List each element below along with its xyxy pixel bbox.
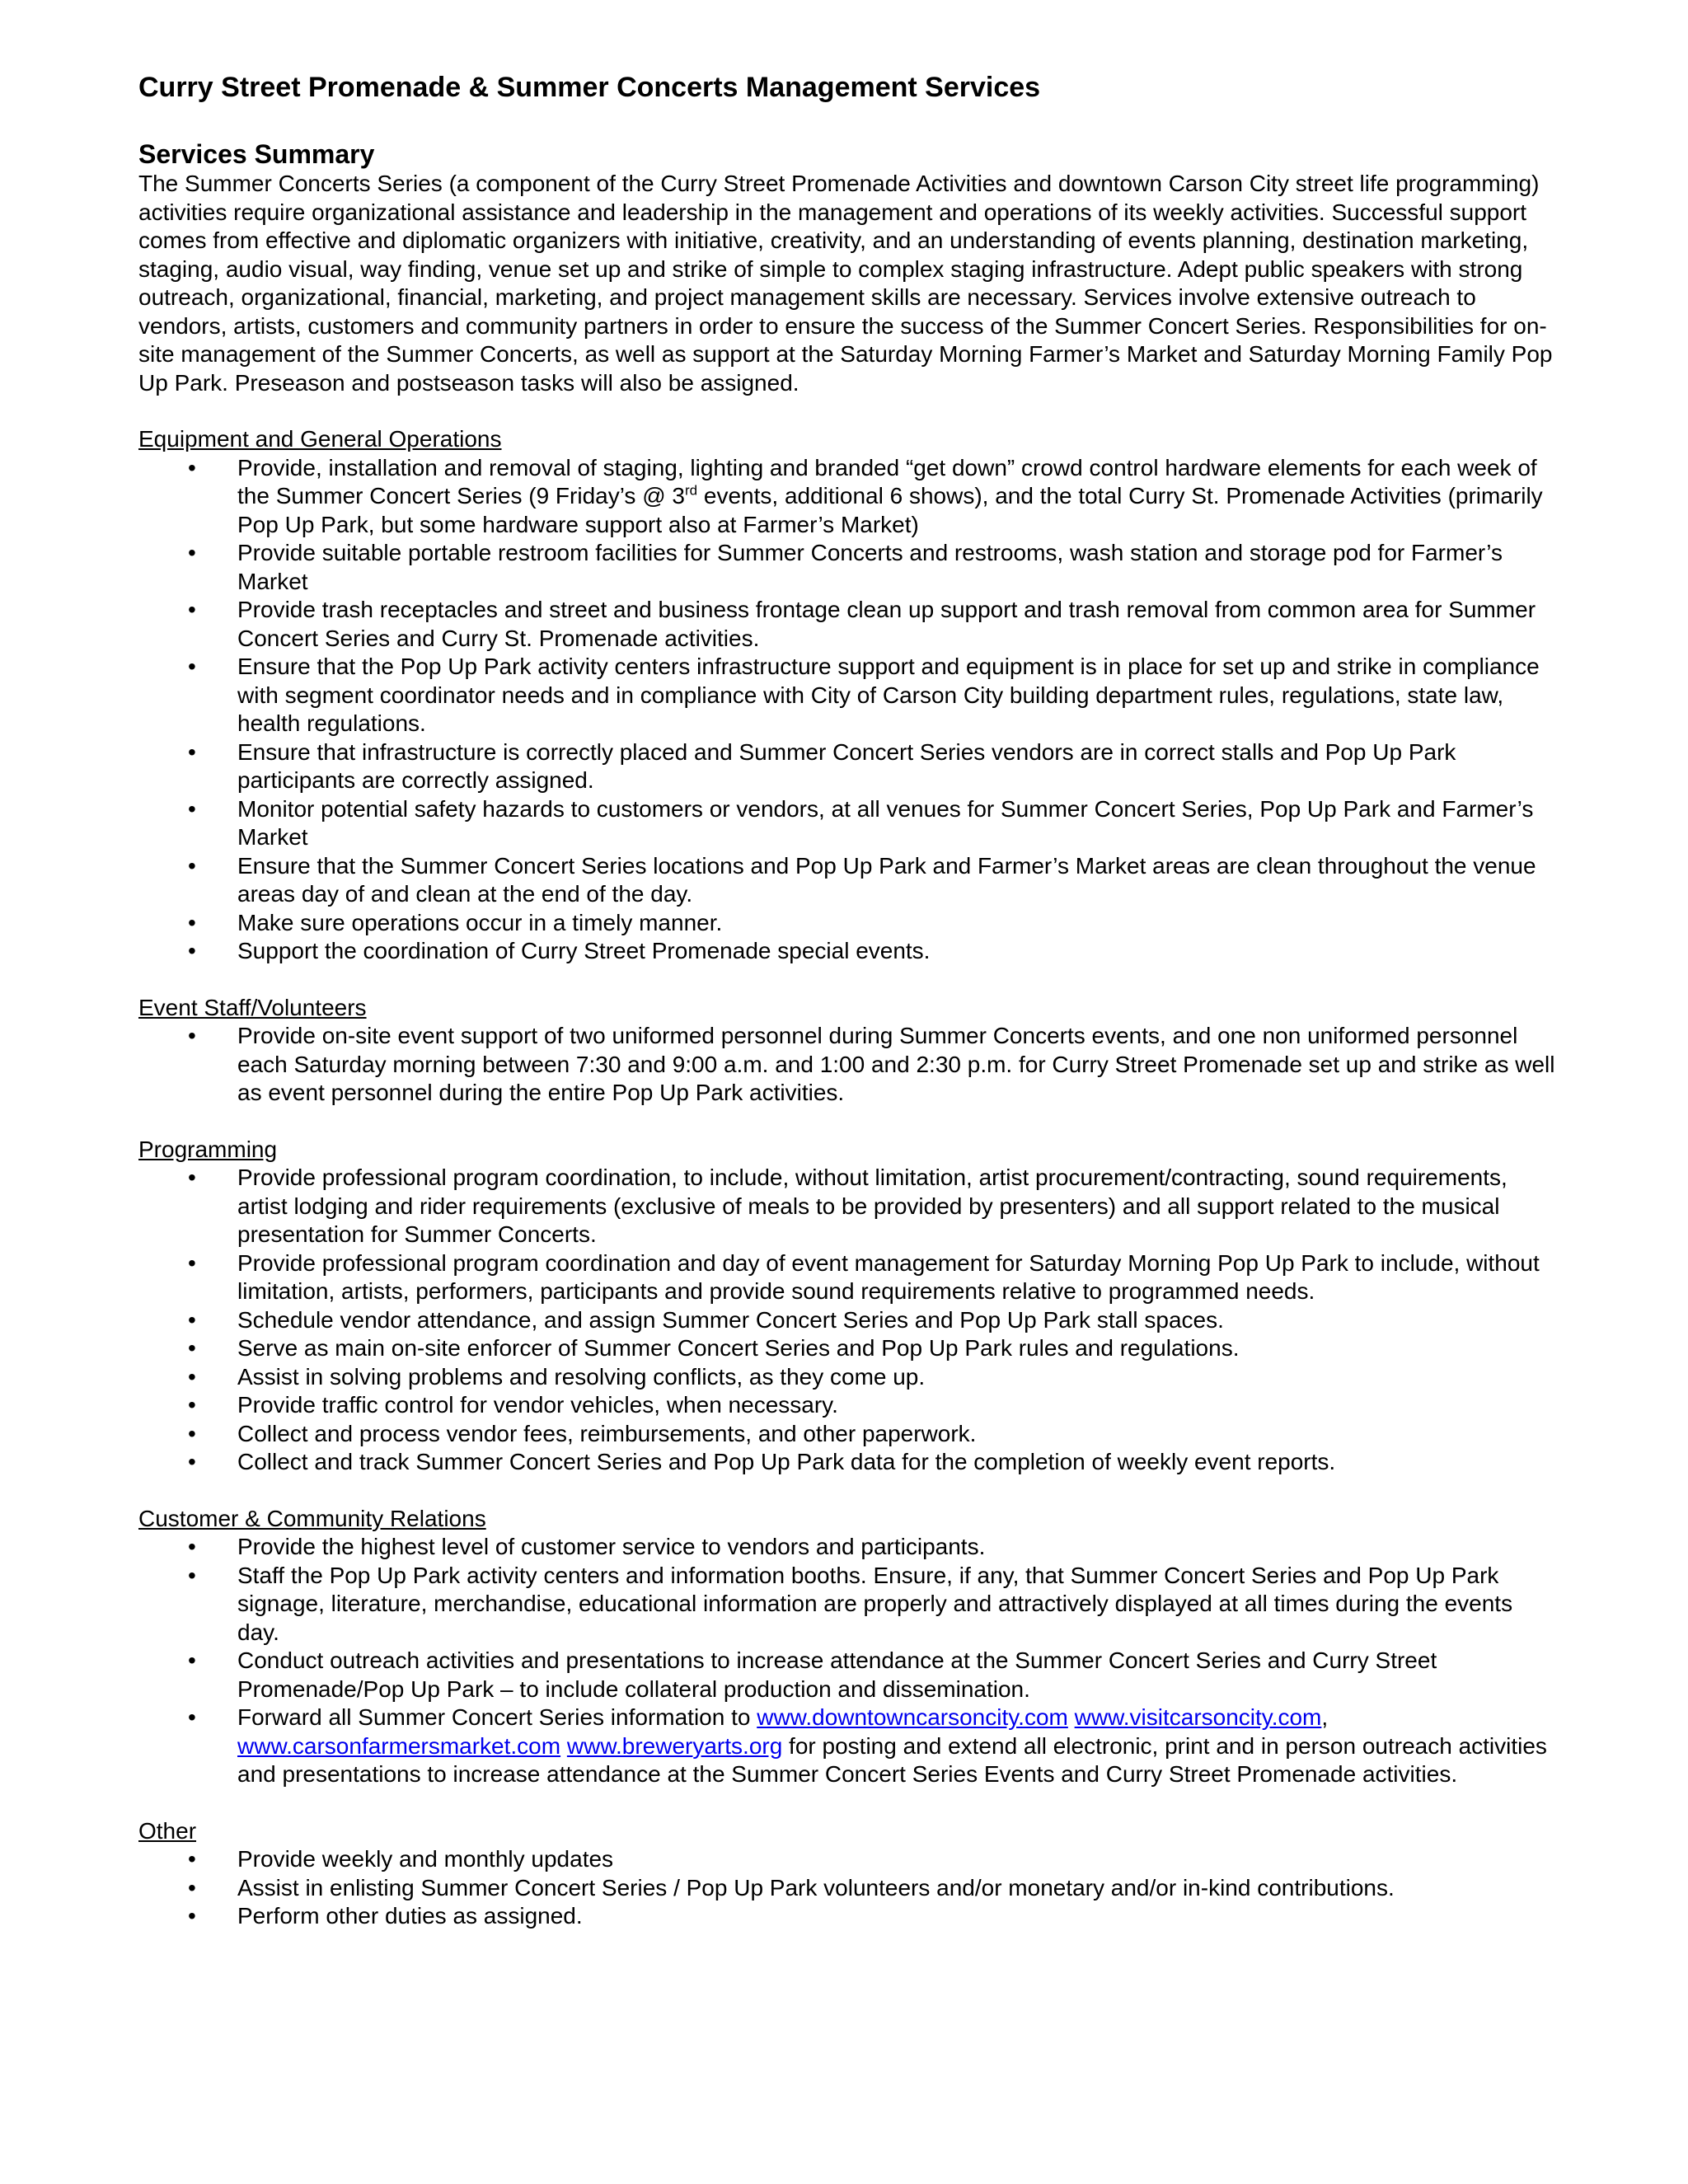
other-heading: Other: [138, 1817, 197, 1844]
item-text: Ensure that infrastructure is correctly placed and Summer Concert Series vendors are in correct stalls and Pop Up Park participants are correctly assigned.: [237, 738, 1456, 793]
programming-heading: Programming: [138, 1136, 278, 1162]
list-item: [138, 1902, 1556, 1931]
list-item: [138, 1363, 1556, 1392]
bullet-icon: •: [188, 1363, 196, 1390]
bullet-icon: •: [188, 909, 196, 935]
list-item: [138, 795, 1556, 852]
list-item: [138, 937, 1556, 966]
item-text: Provide professional program coordination and day of event management for Saturday Morning Pop Up Park to include, without limitation, artists, performers, participants and provide sound requirements relative to programmed needs.: [237, 1249, 1540, 1304]
section-programming: [138, 1136, 1556, 1477]
list-item: [138, 1391, 1556, 1420]
list-item: [138, 738, 1556, 795]
item-text: Monitor potential safety hazards to customers or vendors, at all venues for Summer Concert Series, Pop Up Park and Farmer’s Market: [237, 795, 1534, 850]
customer-heading: Customer & Community Relations: [138, 1505, 486, 1531]
bullet-icon: •: [188, 1903, 196, 1929]
item-text: Conduct outreach activities and presentations to increase attendance at the Summer Concert Series and Curry Street Promenade/Pop Up Park – to include collateral production and dissemination.: [237, 1647, 1437, 1702]
other-list: [138, 1845, 1556, 1931]
item-text: Staff the Pop Up Park activity centers and information booths. Ensure, if any, that Summer Concert Series and Pop Up Park signage, literature, merchandise, educational information are properly and attractively displayed at all times during the events day.: [237, 1562, 1513, 1645]
bullet-icon: •: [188, 1249, 196, 1276]
item-text: Provide on-site event support of two uniformed personnel during Summer Concerts events, and one non uniformed personnel each Saturday morning between 7:30 and 9:00 a.m. and 1:00 and 2:30 p.m. for Curry Street Promenade set up and strike as well as event personnel during the entire Pop Up Park activities.: [237, 1023, 1555, 1105]
item-text: Schedule vendor attendance, and assign Summer Concert Series and Pop Up Park stall spaces.: [237, 1306, 1224, 1333]
list-item: [138, 1533, 1556, 1562]
bullet-icon: •: [188, 738, 196, 765]
section-customer: [138, 1505, 1556, 1789]
list-item: [138, 1874, 1556, 1903]
item-text: Provide weekly and monthly updates: [237, 1846, 614, 1872]
bullet-icon: •: [188, 1647, 196, 1673]
item-text: Provide, installation and removal of staging, lighting and branded “get down” crowd control hardware elements for each week of the Summer Concert Series (9 Friday’s @ 3: [237, 454, 1537, 509]
list-item: [138, 1704, 1556, 1789]
item-text: Forward all Summer Concert Series information to: [237, 1704, 757, 1730]
item-text: Make sure operations occur in a timely manner.: [237, 909, 723, 935]
item-text: for posting and extend all electronic, print and in person outreach activities and presentations to increase attendance at the Summer Concert Series Events and Curry Street Promenade activities.: [237, 1732, 1547, 1787]
link-breweryarts[interactable]: www.breweryarts.org: [566, 1732, 783, 1759]
bullet-icon: •: [188, 1449, 196, 1474]
item-text: Assist in solving problems and resolving conflicts, as they come up.: [237, 1363, 926, 1390]
item-text: Ensure that the Summer Concert Series locations and Pop Up Park and Farmer’s Market areas are clean throughout the venue areas day of and clean at the end of the day.: [237, 852, 1536, 907]
equipment-heading: Equipment and General Operations: [138, 426, 502, 452]
page-title: Curry Street Promenade & Summer Concerts Management Services: [138, 72, 1041, 103]
bullet-icon: •: [188, 1874, 196, 1900]
bullet-icon: •: [188, 1023, 196, 1048]
item-text: Support the coordination of Curry Street Promenade special events.: [237, 938, 931, 963]
list-item: [138, 539, 1556, 596]
bullet-icon: •: [188, 1420, 196, 1446]
bullet-icon: •: [188, 1534, 196, 1559]
bullet-icon: •: [188, 1165, 196, 1190]
summary-text: The Summer Concerts Series (a component of the Curry Street Promenade Activities and downtown Carson City street life programming) activities require organizational assistance and leadership in the management and operations of its weekly activities. Successful support comes from effective and diplomatic organizers with initiative, creativity, and an understanding of events planning, destination marketing, staging, audio visual, way finding, venue set up and strike of simple to complex staging infrastructure. Adept public speakers with strong outreach, organizational, financial, marketing, and project management skills are necessary. Services involve extensive outreach to vendors, artists, customers and community partners in order to ensure the success of the Summer Concert Series. Responsibilities for on-site management of the Summer Concerts, as well as support at the Saturday Morning Farmer’s Market and Saturday Morning Family Pop Up Park. Preseason and postseason tasks will also be assigned.: [138, 171, 1553, 396]
section-equipment: [138, 425, 1556, 966]
list-item: [138, 1448, 1556, 1477]
list-item: [138, 1164, 1556, 1249]
equipment-list: [138, 454, 1556, 966]
item-text: Collect and track Summer Concert Series and Pop Up Park data for the completion of weekly event reports.: [237, 1449, 1336, 1474]
item-text: events, additional 6 shows), and the total Curry St. Promenade Activities (primarily Pop Up Park, but some hardware support also at Farmer’s Market): [237, 483, 1543, 537]
customer-list: [138, 1533, 1556, 1789]
list-item: [138, 1647, 1556, 1704]
item-text: Provide trash receptacles and street and business frontage clean up support and trash removal from common area for Summer Concert Series and Curry St. Promenade activities.: [237, 597, 1536, 651]
link-downtowncarsoncity[interactable]: www.downtowncarsoncity.com: [757, 1704, 1068, 1730]
list-item: [138, 909, 1556, 938]
item-text: Provide the highest level of customer service to vendors and participants.: [237, 1534, 986, 1559]
list-item: [138, 1022, 1556, 1108]
item-text: Provide professional program coordination, to include, without limitation, artist procurement/contracting, sound requirements, artist lodging and rider requirements (exclusive of meals to be provided by presenters) and all support related to the musical presentation for Summer Concerts.: [237, 1165, 1507, 1247]
list-item: [138, 1420, 1556, 1449]
superscript: rd: [684, 482, 698, 499]
list-item: [138, 852, 1556, 909]
list-item: [138, 1845, 1556, 1874]
bullet-icon: •: [188, 654, 196, 679]
bullet-icon: •: [188, 1335, 196, 1361]
bullet-icon: •: [188, 1562, 196, 1588]
item-text: Ensure that the Pop Up Park activity centers infrastructure support and equipment is in place for set up and strike in compliance with segment coordinator needs and in compliance with City of Carson City building department rules, regulations, state law, health regulations.: [237, 654, 1540, 736]
bullet-icon: •: [188, 1846, 196, 1872]
comma-text: ,: [1321, 1704, 1329, 1730]
list-item: [138, 1249, 1556, 1306]
list-item: [138, 1562, 1556, 1647]
programming-list: [138, 1164, 1556, 1477]
link-carsonfarmersmarket[interactable]: www.carsonfarmersmarket.com: [237, 1732, 561, 1759]
bullet-icon: •: [188, 597, 196, 622]
staff-heading: Event Staff/Volunteers: [138, 994, 367, 1020]
list-item: [138, 596, 1556, 653]
bullet-icon: •: [188, 1704, 196, 1730]
bullet-icon: •: [188, 938, 196, 963]
bullet-icon: •: [188, 795, 196, 822]
item-text: Collect and process vendor fees, reimbursements, and other paperwork.: [237, 1420, 977, 1446]
item-text: Serve as main on-site enforcer of Summer Concert Series and Pop Up Park rules and regulations.: [237, 1335, 1240, 1361]
bullet-icon: •: [188, 1392, 196, 1418]
list-item: [138, 653, 1556, 738]
list-item: [138, 1334, 1556, 1363]
bullet-icon: •: [188, 540, 196, 565]
bullet-icon: •: [188, 852, 196, 879]
link-visitcarsoncity[interactable]: www.visitcarsoncity.com: [1074, 1704, 1322, 1730]
section-other: [138, 1817, 1556, 1931]
item-text: Perform other duties as assigned.: [237, 1903, 583, 1929]
bullet-icon: •: [188, 454, 196, 480]
item-text: Assist in enlisting Summer Concert Series / Pop Up Park volunteers and/or monetary and/or in-kind contributions.: [237, 1874, 1395, 1900]
list-item: [138, 1306, 1556, 1335]
list-item: [138, 454, 1556, 540]
item-text: Provide traffic control for vendor vehicles, when necessary.: [237, 1392, 838, 1418]
summary-heading: Services Summary: [138, 139, 375, 169]
staff-list: [138, 1022, 1556, 1108]
section-staff: [138, 994, 1556, 1108]
bullet-icon: •: [188, 1306, 196, 1333]
item-text: Provide suitable portable restroom facilities for Summer Concerts and restrooms, wash station and storage pod for Farmer’s Market: [237, 540, 1503, 594]
